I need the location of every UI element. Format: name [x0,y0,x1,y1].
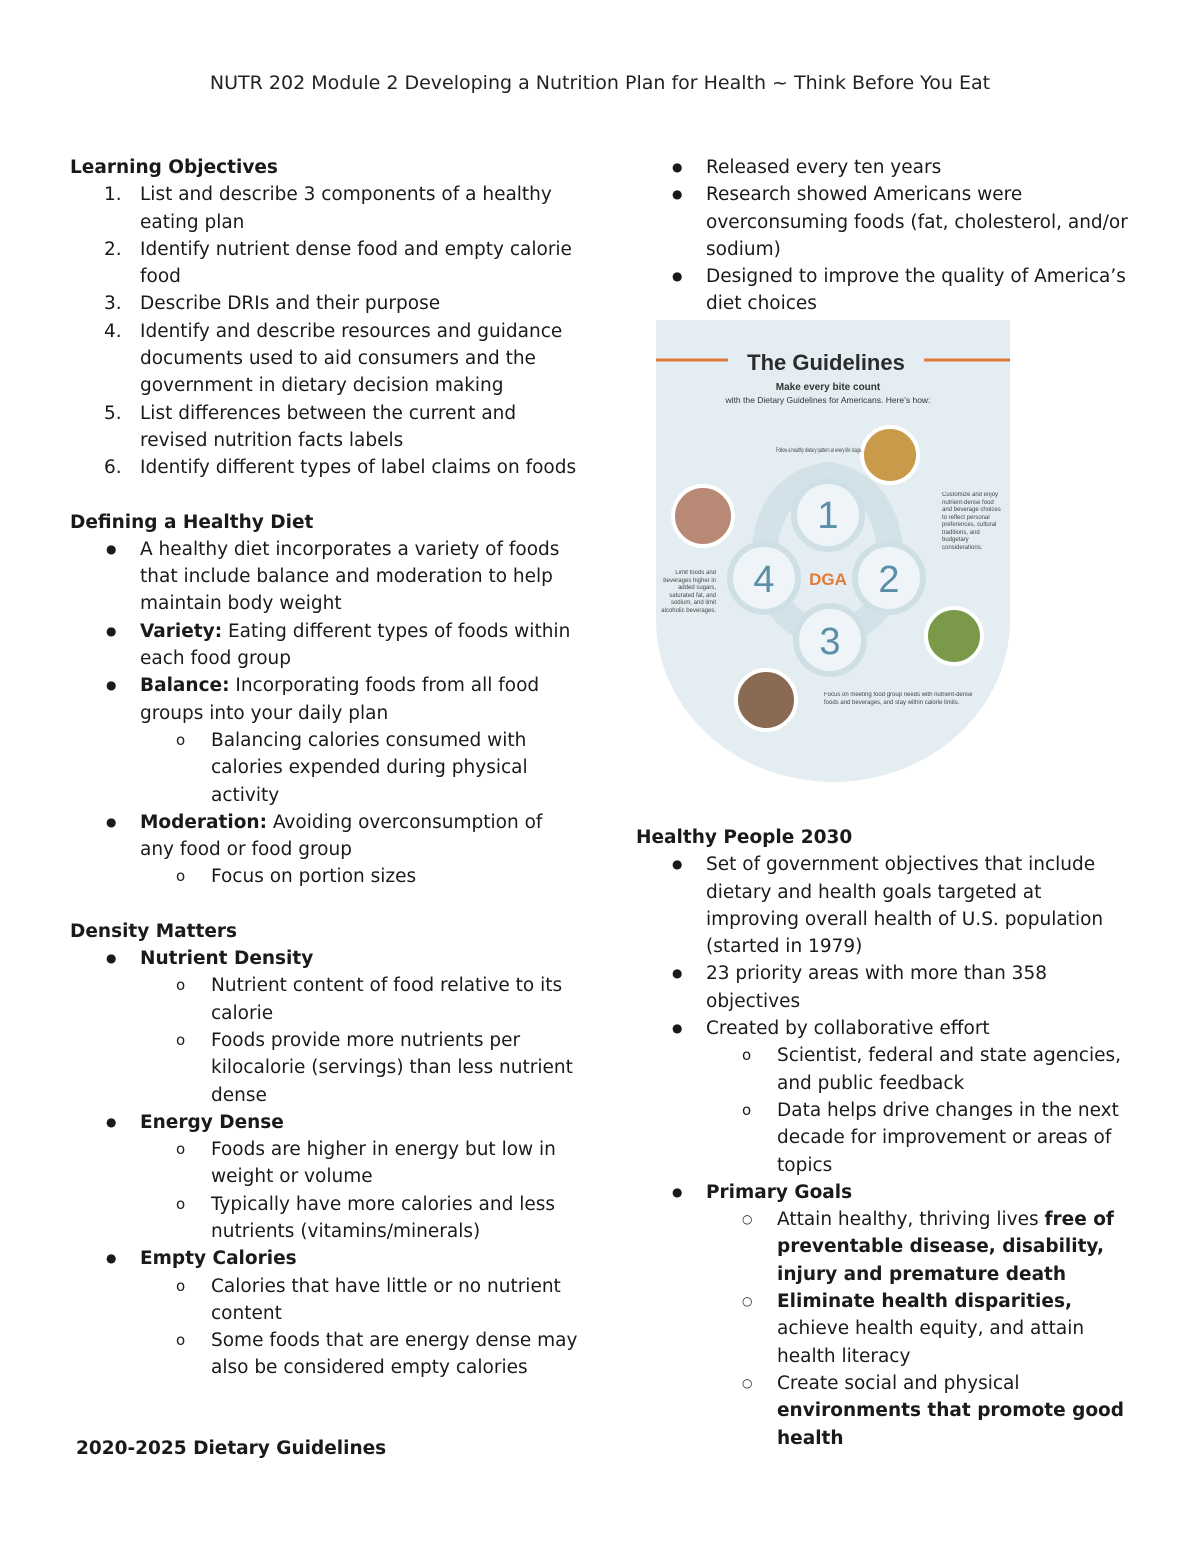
list-item: ○ Create social and physical environments that promote good health [706,1370,1136,1452]
healthy-people-heading: Healthy People 2030 [636,827,853,848]
list-item: 4. Identify and describe resources and guidance documents used to aid consumers and the government in dietary decision making [104,320,563,397]
step-4-caption: Limit foods and beverages higher in added sugars, saturated fat, and sodium, and limit alcoholic beverages. [661,570,716,614]
step-1-caption: Follow a healthy dietary pattern at every life stage. [776,448,863,454]
food-photo-2 [926,608,982,664]
list-item: ● Nutrient Density o Nutrient content of food relative to its calorie o Foods provide more nutrients per kilocalorie (servings) than less nutrient dense [70,945,580,1109]
right-column [636,154,1136,318]
list-item: ● Moderation: Avoiding overconsumption of any food or food group o Focus on portion sizes [70,809,580,891]
list-item: ● Released every ten years [636,154,1136,181]
step-2-caption-box [942,492,1004,582]
list-item: 6. Identify different types of label claims on foods [104,457,577,479]
list-item: o Balancing calories consumed with calories expended during physical activity [140,727,580,809]
page-title: NUTR 202 Module 2 Developing a Nutrition Plan for Health ~ Think Before You Eat [209,72,991,94]
step-4-number: 4 [753,559,775,601]
step-2-caption: Customize and enjoy nutrient-dense food and beverage choices to reflect personal preferences, cultural traditions, and budgetary considerations. [942,492,1001,551]
step-3-caption-box [824,692,974,722]
infographic-title: The Guidelines [747,350,905,375]
list-item: o Foods provide more nutrients per kilocalorie (servings) than less nutrient dense [140,1027,580,1109]
list-item: ● Set of government objectives that include dietary and health goals targeted at improving overall health of U.S. population (started in 1979) [636,851,1136,960]
list-item: ● Primary Goals ○ Attain healthy, thriving lives free of preventable disease, disability, injury and premature death ○ Eliminate health disparities, achieve health equity, and attain health literacy ○ Create social and physical environments that promote good health [636,1179,1136,1452]
family-photo-2 [736,670,796,730]
list-item: ● Energy Dense o Foods are higher in energy but low in weight or volume o Typically have more calories and less nutrients (vitamins/minerals) [70,1109,580,1245]
list-item: 3. Describe DRIs and their purpose [104,293,441,315]
step-1-number: 1 [817,495,839,537]
list-item: o Calories that have little or no nutrient content [140,1273,580,1328]
step-2-number: 2 [878,559,900,601]
list-item: ● Designed to improve the quality of America’s diet choices [636,263,1136,318]
list-item: ● 23 priority areas with more than 358 objectives [636,960,1136,1015]
infographic-subtitle-2: with the Dietary Guidelines for Americans. Here’s how: [725,395,931,405]
list-item: ● A healthy diet incorporates a variety of foods that include balance and moderation to help maintain body weight [70,536,580,618]
step-4-caption-box [658,570,716,650]
list-item: 1. List and describe 3 components of a healthy eating plan [104,184,552,233]
list-item: o Some foods that are energy dense may also be considered empty calories [140,1327,580,1382]
list-item: o Data helps drive changes in the next decade for improvement or areas of topics [706,1097,1136,1179]
infographic-subtitle-1: Make every bite count [775,382,881,393]
step-3-number: 3 [819,621,841,663]
list-item: o Foods are higher in energy but low in weight or volume [140,1136,580,1191]
food-photo-1 [862,427,918,483]
dietary-guidelines-heading: 2020-2025 Dietary Guidelines [76,1438,387,1459]
list-item: o Nutrient content of food relative to its calorie [140,972,580,1027]
list-item: o Scientist, federal and state agencies, and public feedback [706,1042,1136,1097]
dietary-guidelines-list [636,154,1136,318]
list-item: ● Variety: Eating different types of foods within each food group [70,618,580,673]
list-item: o Typically have more calories and less nutrients (vitamins/minerals) [140,1191,580,1246]
learning-objectives-list [70,181,580,481]
healthy-people-section [636,824,1136,1452]
list-item: o Focus on portion sizes [140,863,580,890]
density-list [70,945,580,1382]
guidelines-infographic [656,320,1010,782]
list-item: ● Research showed Americans were overconsuming foods (fat, cholesterol, and/or sodium) [636,181,1136,263]
healthy-people-list [636,851,1136,1452]
step-3-caption: Focus on meeting food group needs with nutrient-dense foods and beverages, and stay within calorie limits. [824,692,973,706]
list-item: 5. List differences between the current and revised nutrition facts labels [104,402,517,451]
list-item: ● Empty Calories o Calories that have little or no nutrient content o Some foods that are energy dense may also be considered empty calories [70,1245,580,1381]
density-heading: Density Matters [70,920,238,942]
dga-logo: DGA [809,570,847,589]
list-item: ● Created by collaborative effort o Scientist, federal and state agencies, and public feedback o Data helps drive changes in the next decade for improvement or areas of topics [636,1015,1136,1179]
family-photo-1 [673,486,733,546]
defining-heading: Defining a Healthy Diet [70,511,314,533]
left-column [70,154,580,1382]
list-item: ○ Eliminate health disparities, achieve health equity, and attain health literacy [706,1288,1136,1370]
defining-list [70,536,580,891]
list-item: ○ Attain healthy, thriving lives free of preventable disease, disability, injury and premature death [706,1206,1136,1288]
list-item: ● Balance: Incorporating foods from all food groups into your daily plan o Balancing calories consumed with calories expended during physical activity [70,672,580,808]
list-item: 2. Identify nutrient dense food and empty calorie food [104,238,572,288]
learning-objectives-heading: Learning Objectives [70,157,278,178]
